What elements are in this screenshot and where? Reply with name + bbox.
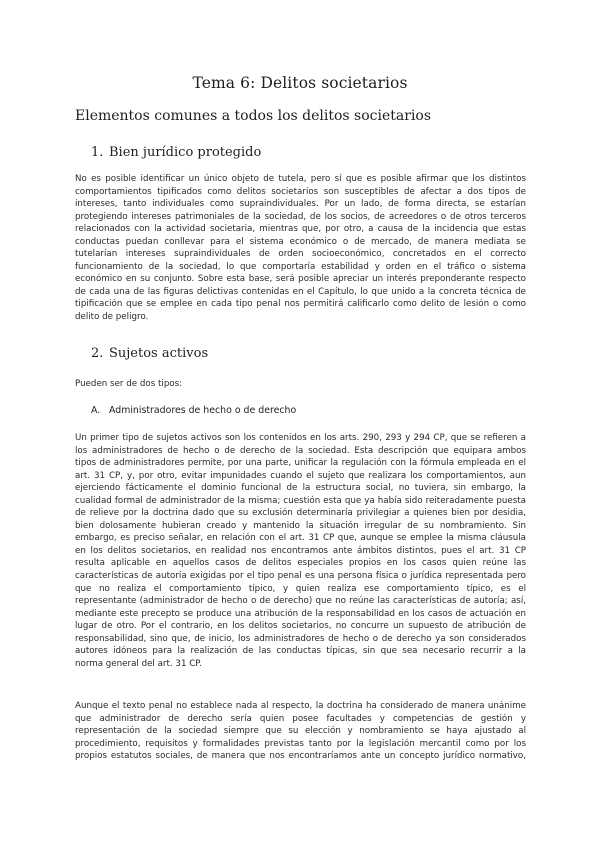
subsection-number: 2. <box>91 346 104 361</box>
text-line: bien dolosamente hubieran creado y mantenido la situación irregular de su nombramiento. Sin <box>75 520 526 531</box>
text-line: delito de peligro. <box>75 312 149 323</box>
subsection-number: 1. <box>91 145 104 160</box>
text-line: conductas puedan conllevar para el sistema económico o de mercado, de manera mediata se <box>75 236 526 247</box>
text-line: comportamientos tipificados como delitos societarios son susceptibles de afectar a dos tipos de <box>75 186 526 197</box>
paragraph-tipos: Pueden ser de dos tipos: <box>75 379 183 389</box>
text-line: que no realiza el comportamiento típico, y quien realiza ese comportamiento típico, es el <box>75 583 526 594</box>
subsubsection-label: Administradores de hecho o de derecho <box>109 405 297 416</box>
subsection-heading-bien-juridico <box>91 145 261 160</box>
text-line: tipos de administradores permite, por una parte, unificar la regulación con la fórmula empleada en el <box>75 458 526 469</box>
text-line: No es posible identificar un único objeto de tutela, pero sí que es posible afirmar que los distintos <box>75 174 526 184</box>
text-line: económico en su conjunto. Sobre esta base, será posible apreciar un interés preponderante respecto <box>75 274 526 285</box>
text-line: procedimiento, requisitos y formalidades previstas tanto por la legislación mercantil como por los <box>75 738 526 749</box>
text-line: norma general del art. 31 CP. <box>75 658 202 669</box>
text-line: representación de la sociedad siempre que su elección y nombramiento se haya ajustado al <box>75 726 526 737</box>
text-line: tipificación que se emplee en cada tipo penal nos permitirá calificarlo como delito de lesión o como <box>75 299 526 310</box>
subsection-label: Bien jurídico protegido <box>109 145 262 160</box>
text-line: Un primer tipo de sujetos activos son los contenidos en los arts. 290, 293 y 294 CP, que se refieren a <box>75 433 526 443</box>
text-line: protegiendo intereses patrimoniales de la sociedad, de los socios, de acreedores o de otros terceros <box>75 211 526 222</box>
text-line: relacionados con la actividad societaria, mientras que, por otro, a causa de la incidencia que estas <box>75 224 526 235</box>
text-line: autores idóneos para la realización de las conductas típicas, sin que sea necesario recurrir a la <box>75 646 526 657</box>
paragraph-bien-juridico <box>75 173 526 324</box>
section-heading: Elementos comunes a todos los delitos societarios <box>75 108 432 124</box>
text-line: cualidad formal de administrador de la misma; cuestión esta que ya había sido reiteradamente puesta <box>75 495 526 506</box>
text-line: resulta aplicable en aquellos casos de delitos especiales propios en los casos quien reúne las <box>75 558 526 569</box>
text-line: los administradores de hecho o de derecho de la sociedad. Esta descripción que equipara ambos <box>75 445 526 456</box>
text-line: responsabilidad, sino que, de inicio, los administradores de hecho o de derecho ya son considerados <box>75 633 526 644</box>
text-line: intereses, tanto individuales como supraindividuales. Por un lado, de forma directa, se estarían <box>75 199 526 210</box>
text-line: características de autoría exigidas por el tipo penal es una persona física o jurídica representada pero <box>75 571 526 582</box>
text-line: funcionamiento de la sociedad, lo que comportaría estabilidad y orden en el tráfico o sistema <box>75 261 526 272</box>
subsubsection-number: A. <box>91 405 101 416</box>
text-line: en los delitos societarios, en realidad nos encontramos ante ámbitos distintos, pues el art. 31 CP <box>75 545 526 556</box>
text-line: de relieve por la doctrina dado que su exclusión determinaría privilegiar a quienes bien por desidia, <box>75 508 526 519</box>
text-line: ejerciendo fácticamente el dominio funcional de la estructura social, no tuviera, sin embargo, la <box>75 483 526 494</box>
text-line: Aunque el texto penal no establece nada al respecto, la doctrina ha considerado de manera unánime <box>75 701 526 711</box>
text-line: que administrador de derecho sería quien posee facultades y competencias de gestión y <box>75 713 526 724</box>
text-line: tutelarían intereses supraindividuales de orden socioeconómico, concretados en el correcto <box>75 249 526 260</box>
text-line: lugar de otro. Por el contrario, en los delitos societarios, no concurre un supuesto de atribución de <box>75 621 526 632</box>
text-line: representante (administrador de hecho o de derecho) que no reúne las características de autoría; así, <box>75 596 526 607</box>
page-title: Tema 6: Delitos societarios <box>192 74 408 92</box>
text-line: de cada una de las figuras delictivas contenidas en el Capítulo, lo que unido a la concreta técnica de <box>75 286 526 297</box>
paragraph-administrador-derecho <box>75 700 526 763</box>
text-line: art. 31 CP, y, por otro, evitar impunidades cuando el sujeto que realizara los comportamientos, aun <box>75 470 526 481</box>
text-line: embargo, es preciso señalar, en relación con el art. 31 CP que, aunque se emplee la misma cláusula <box>75 533 526 544</box>
text-line: propios estatutos sociales, de manera que nos encontraríamos ante un concepto jurídico normativo, <box>75 751 526 762</box>
paragraph-administradores <box>75 432 526 670</box>
subsection-label: Sujetos activos <box>109 346 209 361</box>
subsubsection-heading-administradores <box>91 405 296 416</box>
text-line: mediante este precepto se produce una atribución de la responsabilidad en los casos de actuación en <box>75 608 526 619</box>
subsection-heading-sujetos-activos <box>91 346 208 361</box>
